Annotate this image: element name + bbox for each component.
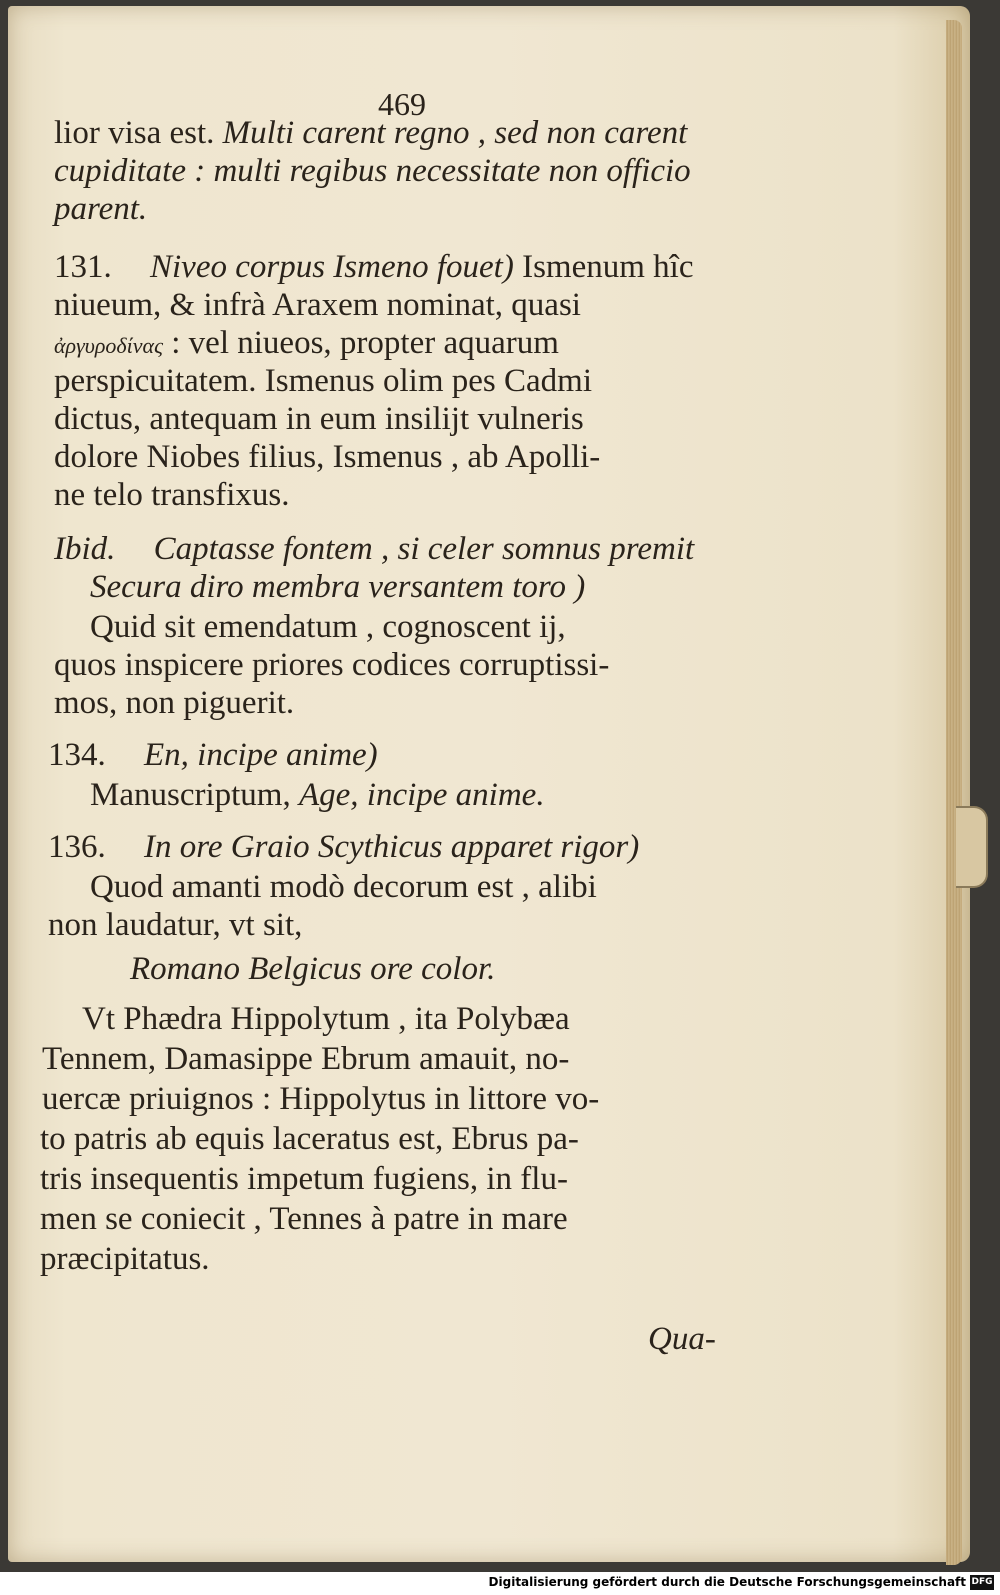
text-line <box>54 190 147 228</box>
text-line <box>54 684 294 722</box>
line-number: 134. <box>48 737 106 773</box>
line-roman: Vt Phædra Hippolytum , ita Polybæa <box>82 1001 570 1037</box>
line-roman: Quid sit emendatum , cognoscent ij, <box>90 609 566 645</box>
line-roman: ne telo transfixus. <box>54 477 290 513</box>
text-line <box>90 868 597 906</box>
line-roman: perspicuitatem. Ismenus olim pes Cadmi <box>54 363 592 399</box>
text-line <box>54 530 694 568</box>
line-italic: parent. <box>54 191 148 227</box>
text-line <box>42 1080 599 1118</box>
line-roman: niueum, & infrà Araxem nominat, quasi <box>54 287 581 323</box>
text-line <box>40 1200 568 1238</box>
line-italic: Age, incipe anime. <box>298 777 545 813</box>
line-italic: Romano Belgicus ore color. <box>130 951 496 987</box>
text-line <box>48 828 639 866</box>
line-roman: uercæ priuignos : Hippolytus in littore vo- <box>42 1081 600 1117</box>
line-roman: mos, non piguerit. <box>54 685 295 721</box>
line-roman: dolore Niobes filius, Ismenus , ab Apolli- <box>54 439 601 475</box>
text-line <box>82 1000 570 1038</box>
page-number: 469 <box>378 86 426 122</box>
text-line <box>54 476 290 514</box>
line-italic: Multi carent regno , sed non carent <box>222 115 688 151</box>
page-tab-marker <box>956 806 988 888</box>
text-line <box>54 646 609 684</box>
text-line <box>42 1040 569 1078</box>
line-number: 136. <box>48 829 106 865</box>
line-number: 131. <box>54 249 112 285</box>
catchword: Qua- <box>648 1321 716 1357</box>
text-line <box>54 248 693 286</box>
page-edge <box>946 20 962 1565</box>
text-line <box>54 114 687 152</box>
text-line <box>54 438 600 476</box>
text-line <box>54 362 592 400</box>
line-italic: Captasse fontem , si celer somnus premit <box>153 531 695 567</box>
line-roman: quos inspicere priores codices corruptissi- <box>54 647 610 683</box>
text-line <box>40 1160 568 1198</box>
line-roman: : vel niueos, propter aquarum <box>171 325 559 361</box>
text-line <box>54 324 559 365</box>
footer-credit: Digitalisierung gefördert durch die Deutsche Forschungsgemeinschaft <box>488 1575 966 1589</box>
footer <box>0 1572 1000 1595</box>
text-line <box>54 400 584 438</box>
text-line <box>54 152 691 190</box>
text-line <box>54 286 581 324</box>
text-line <box>90 776 545 814</box>
line-roman: dictus, antequam in eum insilijt vulneris <box>54 401 584 437</box>
line-greek: ἀργυροδίνας <box>54 333 164 358</box>
text-line <box>48 736 378 774</box>
line-roman: men se coniecit , Tennes à patre in mare <box>40 1201 568 1237</box>
line-roman: lior visa est. <box>54 115 215 151</box>
book-page <box>8 6 970 1562</box>
line-roman: Tennem, Damasippe Ebrum amauit, no- <box>42 1041 570 1077</box>
text-line <box>48 906 302 944</box>
line-roman: Ismenum hîc <box>522 249 694 285</box>
line-italic: Secura diro membra versantem toro ) <box>90 569 586 605</box>
line-label: Ibid. <box>54 531 116 567</box>
text-line <box>90 608 566 646</box>
line-roman: to patris ab equis laceratus est, Ebrus pa- <box>40 1121 579 1157</box>
line-roman: Quod amanti modò decorum est , alibi <box>90 869 597 905</box>
line-italic: cupiditate : multi regibus necessitate non officio <box>54 153 691 189</box>
line-roman: tris insequentis impetum fugiens, in flu- <box>40 1161 568 1197</box>
line-roman: non laudatur, vt sit, <box>48 907 303 943</box>
line-roman: Manuscriptum, <box>90 777 291 813</box>
text-line <box>90 568 585 606</box>
text-line <box>130 950 495 988</box>
text-line <box>40 1120 579 1158</box>
line-italic: Niveo corpus Ismeno fouet) <box>150 249 514 285</box>
line-roman: præcipitatus. <box>40 1241 210 1277</box>
dfg-logo-icon: DFG <box>970 1575 994 1590</box>
line-italic: En, incipe anime) <box>144 737 378 773</box>
text-line <box>40 1240 210 1278</box>
line-italic: In ore Graio Scythicus apparet rigor) <box>144 829 640 865</box>
